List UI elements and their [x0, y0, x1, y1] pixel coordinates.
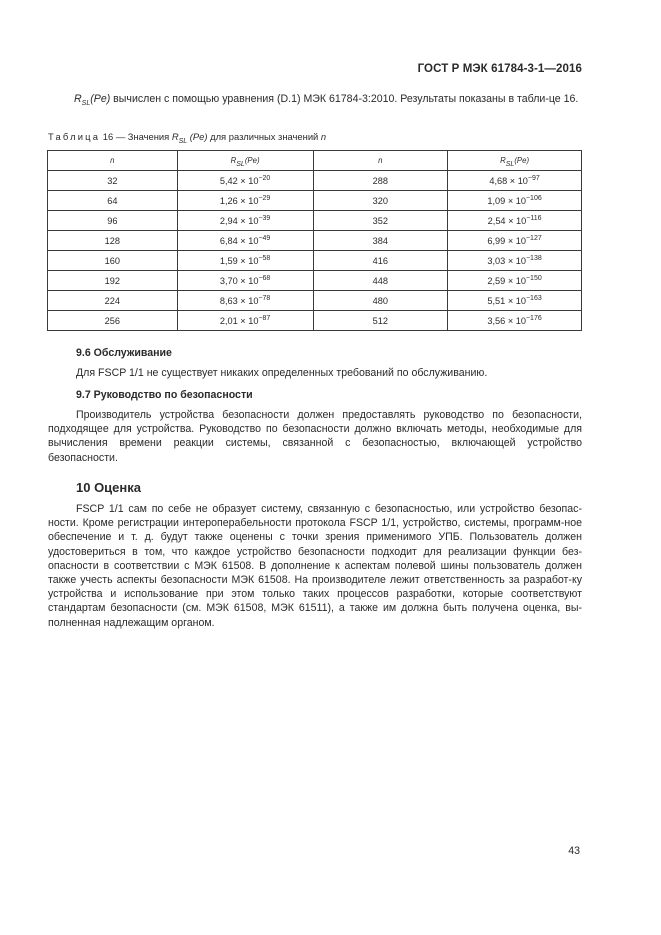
cell-value: $2,94 \times 10^{-39}$ [177, 211, 313, 231]
table-caption-n: n [320, 131, 327, 142]
column-header-rsl-right: $R_{SL}(Pe)$ [448, 151, 582, 171]
column-header-n-right: n [313, 151, 448, 171]
cell-value: $2,59 \times 10^{-150}$ [448, 271, 582, 291]
cell-n: 288 [313, 171, 448, 191]
table-caption-arg: (Pe) [187, 131, 208, 142]
cell-value: $5,51 \times 10^{-163}$ [448, 291, 582, 311]
table-row [48, 271, 582, 291]
cell-n: 320 [313, 191, 448, 211]
intro-text: вычислен с помощью уравнения (D.1) МЭК 61784-3:2010. Результаты показаны в табли-це 16. [110, 93, 579, 105]
cell-value: $2,54 \times 10^{-116}$ [448, 211, 582, 231]
section-9-7-text: Производитель устройства безопасности должен предоставлять руководство по безопасности, подходящее для устройства. Руководство по безопасности должно включать методы, необходимые для вычисления времени реакции системы, связанной с безопасностью, включающей устройство безопасности. [48, 409, 582, 464]
formula-subscript: SL [81, 100, 91, 107]
section-9-6-text: Для FSCP 1/1 не существует никаких определенных требований по обслуживанию. [76, 367, 488, 379]
cell-value: $4,68 \times 10^{-97}$ [448, 171, 582, 191]
section-10-text: FSCP 1/1 сам по себе не образует систему, связанную с безопасностью, или устройство безопас-ности. Кроме регистрации интероперабельности протокола FSCP 1/1, устройство, системы, программ-ное обеспечение и т. д. будут также оценены с точки зрения применимого УПБ. Пользователь должен удостовериться в том, что каждое устройство безопасности подходит для реализации функции без-опасности в соответствии с МЭК 61508. В дополнение к аспектам полевой шины пользователь должен также учесть аспекты безопасности МЭК 61508. На производителе лежит ответственность за разработ-ку устройства и использование при этом только таких процессов разработки, которые соответствуют стандартам безопасности (см. МЭК 61508, МЭК 61511), а также им должна быть получена оценка, вы-полненная надлежащим органом. [48, 503, 582, 629]
cell-value: $6,99 \times 10^{-127}$ [448, 231, 582, 251]
cell-value: $1,26 \times 10^{-29}$ [177, 191, 313, 211]
table-caption-suffix: для различных значений [207, 131, 321, 142]
cell-value: $5,42 \times 10^{-20}$ [177, 171, 313, 191]
table-caption-prefix: 16 — Значения [102, 131, 172, 142]
column-header-n-left: n [48, 151, 178, 171]
table-header-row [48, 151, 582, 171]
cell-n: 128 [48, 231, 178, 251]
table-row [48, 251, 582, 271]
table-row [48, 191, 582, 211]
cell-n: 224 [48, 291, 178, 311]
cell-value: $1,59 \times 10^{-58}$ [177, 251, 313, 271]
cell-value: $3,70 \times 10^{-68}$ [177, 271, 313, 291]
section-9-6-heading: 9.6 Обслуживание [76, 347, 172, 359]
cell-value: $3,56 \times 10^{-176}$ [448, 311, 582, 331]
formula-symbol: R [74, 93, 82, 105]
intro-paragraph [48, 92, 582, 106]
section-10-heading: 10 Оценка [76, 480, 141, 495]
table-caption [48, 131, 327, 145]
table-caption-symbol: R [171, 131, 179, 142]
cell-n: 64 [48, 191, 178, 211]
cell-n: 32 [48, 171, 178, 191]
cell-n: 96 [48, 211, 178, 231]
page-number: 43 [568, 845, 580, 857]
table-row [48, 311, 582, 331]
section-9-7-heading: 9.7 Руководство по безопасности [76, 389, 253, 401]
table-row [48, 211, 582, 231]
cell-value: $1,09 \times 10^{-106}$ [448, 191, 582, 211]
table-row [48, 171, 582, 191]
cell-value: $3,03 \times 10^{-138}$ [448, 251, 582, 271]
table-caption-word: Таблица [48, 131, 101, 142]
cell-value: $8,63 \times 10^{-78}$ [177, 291, 313, 311]
cell-n: 256 [48, 311, 178, 331]
cell-value: $2,01 \times 10^{-87}$ [177, 311, 313, 331]
cell-n: 512 [313, 311, 448, 331]
cell-n: 480 [313, 291, 448, 311]
column-header-rsl-left: $R_{SL}(Pe)$ [177, 151, 313, 171]
values-table [47, 150, 582, 331]
table-caption-subscript: SL [178, 138, 188, 145]
cell-n: 192 [48, 271, 178, 291]
cell-n: 384 [313, 231, 448, 251]
cell-n: 352 [313, 211, 448, 231]
document-header: ГОСТ Р МЭК 61784-3-1—2016 [417, 63, 582, 75]
cell-n: 448 [313, 271, 448, 291]
table-row [48, 291, 582, 311]
cell-n: 160 [48, 251, 178, 271]
formula-argument: (Pe) [90, 93, 111, 105]
cell-value: $6,84 \times 10^{-49}$ [177, 231, 313, 251]
table-row [48, 231, 582, 251]
cell-n: 416 [313, 251, 448, 271]
